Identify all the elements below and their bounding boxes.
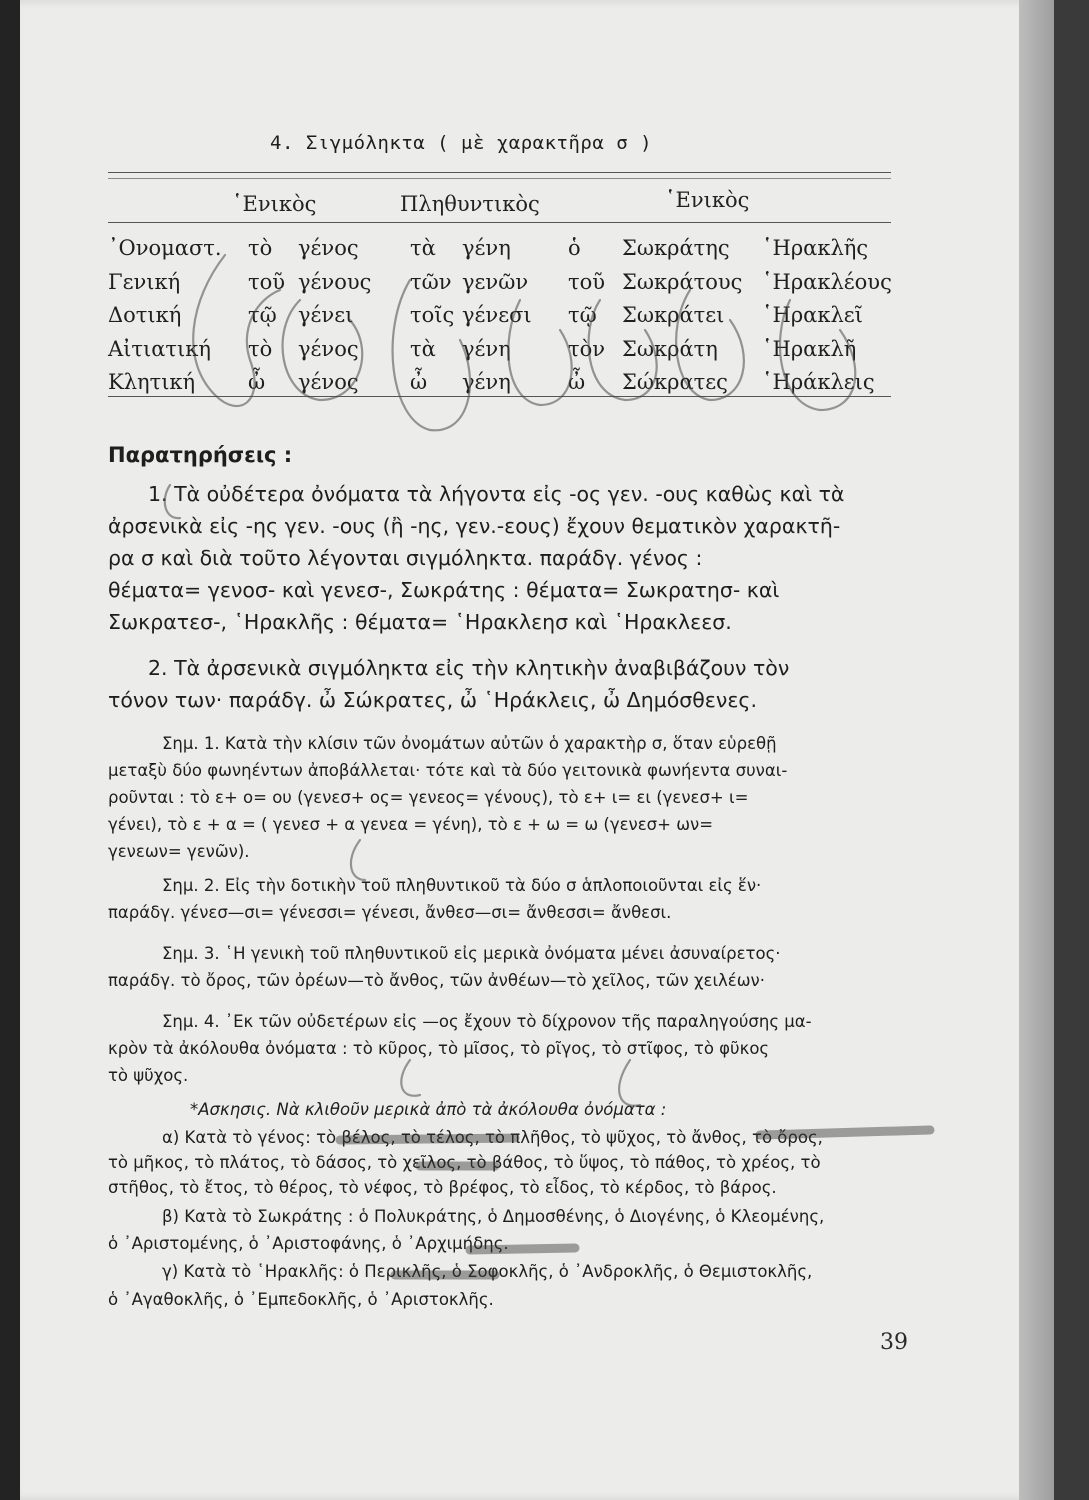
- note-1: [108, 730, 908, 865]
- pl-article: τὰ: [410, 337, 436, 361]
- pl-form: γένη: [462, 337, 511, 361]
- table-header-rule: [108, 222, 891, 223]
- observation-2: [108, 652, 898, 716]
- pl-article: τῶν: [410, 270, 452, 294]
- sokrates-form: Σώκρατες: [622, 370, 728, 394]
- sg-form: γένος: [298, 236, 359, 260]
- sg-article: τῷ: [248, 303, 277, 327]
- note-3: [108, 940, 908, 994]
- sg-form: γένους: [298, 270, 372, 294]
- exercise-title: *Ασκησις. Νὰ κλιθοῦν μερικὰ ἀπὸ τὰ ἀκόλουθα ὀνόματα :: [190, 1100, 667, 1119]
- exercise-line: στῆθος, τὸ ἔτος, τὸ θέρος, τὸ νέφος, τὸ βρέφος, τὸ εἶδος, τὸ κέρδος, τὸ βάρος.: [108, 1178, 777, 1197]
- note1-line: γενεων= γενῶν).: [108, 842, 250, 861]
- note4-line: τὸ ψῦχος.: [108, 1066, 189, 1085]
- obs1-line: θέματα= γενοσ- καὶ γενεσ-, Σωκράτης : θέματα= Σωκρατησ- καὶ: [108, 578, 780, 602]
- obs1-line: ἀρσενικὰ εἰς -ης γεν. -ους (ἢ -ης, γεν.-εους) ἔχουν θεματικὸν χαρακτῆ-: [108, 514, 841, 538]
- pl-article: τοῖς: [410, 303, 455, 327]
- note-4: [108, 1008, 908, 1089]
- obs1-line: ρα σ καὶ διὰ τοῦτο λέγονται σιγμόληκτα. παράδγ. γένος :: [108, 546, 703, 570]
- case-label: Κλητική: [108, 370, 196, 394]
- scan-left-edge: [0, 0, 20, 1500]
- page-right-edge: [1019, 0, 1054, 1500]
- obs1-line: Σωκρατεσ-, ῾Ηρακλῆς : θέματα= ῾Ηρακλεησ καὶ ῾Ηρακλεεσ.: [108, 610, 732, 634]
- sg-article: ὦ: [248, 370, 266, 394]
- obs2-line: 2. Τὰ ἀρσενικὰ σιγμόληκτα εἰς τὴν κλητικὴν ἀναβιβάζουν τὸν: [148, 656, 790, 680]
- sg-form: γένει: [298, 303, 354, 327]
- pl-form: γένη: [462, 370, 511, 394]
- observations-heading: Παρατηρήσεις :: [108, 443, 293, 467]
- note2-line: παράδγ. γένεσ—σι= γένεσσι= γένεσι, ἄνθεσ—σι= ἄνθεσσι= ἄνθεσι.: [108, 903, 672, 922]
- sokrates-form: Σωκράτει: [622, 303, 725, 327]
- sg-article: τὸ: [248, 337, 273, 361]
- table-bottom-rule: [108, 396, 891, 397]
- note-2: [108, 872, 908, 926]
- obs1-line: 1. Τὰ οὐδέτερα ὀνόματα τὰ λήγοντα εἰς -ος γεν. -ους καθὼς καὶ τὰ: [148, 482, 845, 506]
- pl-form: γένεσι: [462, 303, 532, 327]
- herakles-form: ῾Ηρακλέους: [762, 270, 892, 294]
- pl-form: γένη: [462, 236, 511, 260]
- header-plural: Πληθυντικὸς: [400, 192, 540, 216]
- article-3: τῷ: [568, 303, 597, 327]
- article-3: τὸν: [568, 337, 606, 361]
- note1-line: Σημ. 1. Κατὰ τὴν κλίσιν τῶν ὀνομάτων αὐτῶν ὁ χαρακτὴρ σ, ὅταν εὑρεθῇ: [162, 734, 777, 753]
- table-top-rule-2: [108, 178, 891, 179]
- note1-line: μεταξὺ δύο φωνηέντων ἀποβάλλεται· τότε καὶ τὰ δύο γειτονικὰ φωνήεντα συναι-: [108, 761, 788, 780]
- case-label: Αἰτιατική: [108, 337, 211, 361]
- exercise-line: α) Κατὰ τὸ γένος: τὸ βέλος, τὸ τέλος, τὸ πλῆθος, τὸ ψῦχος, τὸ ἄνθος, τὸ ὄρος,: [162, 1128, 823, 1147]
- article-3: τοῦ: [568, 270, 606, 294]
- sg-form: γένος: [298, 337, 359, 361]
- observation-1: [108, 478, 898, 638]
- note3-line: παράδγ. τὸ ὄρος, τῶν ὀρέων—τὸ ἄνθος, τῶν ἀνθέων—τὸ χεῖλος, τῶν χειλέων·: [108, 971, 765, 990]
- herakles-form: ῾Ηράκλεις: [762, 370, 875, 394]
- header-singular-2: ῾Ενικὸς: [665, 188, 750, 212]
- note4-line: Σημ. 4. ᾿Εκ τῶν οὐδετέρων εἰς —ος ἔχουν τὸ δίχρονον τῆς παραληγούσης μα-: [162, 1012, 812, 1031]
- page-number: 39: [880, 1330, 908, 1355]
- table-top-rule: [108, 172, 891, 173]
- section-title: 4. Σιγμόληκτα ( μὲ χαρακτῆρα σ ): [270, 132, 653, 154]
- herakles-form: ῾Ηρακλῆς: [762, 236, 869, 260]
- case-label: ᾿Ονομαστ.: [108, 236, 222, 260]
- exercise-line: ὁ ᾿Αγαθοκλῆς, ὁ ᾿Εμπεδοκλῆς, ὁ ᾿Αριστοκλῆς.: [108, 1290, 494, 1309]
- sokrates-form: Σωκράτης: [622, 236, 730, 260]
- sokrates-form: Σωκράτους: [622, 270, 743, 294]
- exercise-line: τὸ μῆκος, τὸ πλάτος, τὸ δάσος, τὸ χεῖλος, τὸ βάθος, τὸ ὕψος, τὸ πάθος, τὸ χρέος, τὸ: [108, 1153, 821, 1172]
- sokrates-form: Σωκράτη: [622, 337, 718, 361]
- note4-line: κρὸν τὰ ἀκόλουθα ὀνόματα : τὸ κῦρος, τὸ μῖσος, τὸ ρῖγος, τὸ στῖφος, τὸ φῦκος: [108, 1039, 770, 1058]
- obs2-line: τόνον των· παράδγ. ὦ Σώκρατες, ὦ ῾Ηράκλεις, ὦ Δημόσθενες.: [108, 688, 757, 712]
- header-singular: ῾Ενικὸς: [232, 192, 317, 216]
- sg-article: τοῦ: [248, 270, 286, 294]
- note1-line: γένει), τὸ ε + α = ( γενεσ + α γενεα = γένη), τὸ ε + ω = ω (γενεσ+ ων=: [108, 815, 714, 834]
- note2-line: Σημ. 2. Εἰς τὴν δοτικὴν τοῦ πληθυντικοῦ τὰ δύο σ ἁπλοποιοῦνται εἰς ἕν·: [162, 876, 762, 895]
- sg-article: τὸ: [248, 236, 273, 260]
- exercise-line: γ) Κατὰ τὸ ῾Ηρακλῆς: ὁ Περικλῆς, ὁ Σοφοκλῆς, ὁ ᾿Ανδροκλῆς, ὁ Θεμιστοκλῆς,: [162, 1262, 813, 1281]
- note1-line: ροῦνται : τὸ ε+ ο= ου (γενεσ+ ος= γενεος= γένους), τὸ ε+ ι= ει (γενεσ+ ι=: [108, 788, 749, 807]
- pl-article: τὰ: [410, 236, 436, 260]
- pl-form: γενῶν: [462, 270, 529, 294]
- exercise-line: ὁ ᾿Αριστομένης, ὁ ᾿Αριστοφάνης, ὁ ᾿Αρχιμήδης.: [108, 1234, 509, 1253]
- pl-article: ὦ: [410, 370, 428, 394]
- herakles-form: ῾Ηρακλεῖ: [762, 303, 863, 327]
- sg-form: γένος: [298, 370, 359, 394]
- article-3: ὁ: [568, 236, 581, 260]
- note3-line: Σημ. 3. ῾Η γενικὴ τοῦ πληθυντικοῦ εἰς μερικὰ ὀνόματα μένει ἀσυναίρετος·: [162, 944, 781, 963]
- article-3: ὦ: [568, 370, 586, 394]
- herakles-form: ῾Ηρακλῆ: [762, 337, 857, 361]
- case-label: Γενική: [108, 270, 181, 294]
- case-label: Δοτική: [108, 303, 182, 327]
- exercise-line: β) Κατὰ τὸ Σωκράτης : ὁ Πολυκράτης, ὁ Δημοσθένης, ὁ Διογένης, ὁ Κλεομένης,: [162, 1207, 825, 1226]
